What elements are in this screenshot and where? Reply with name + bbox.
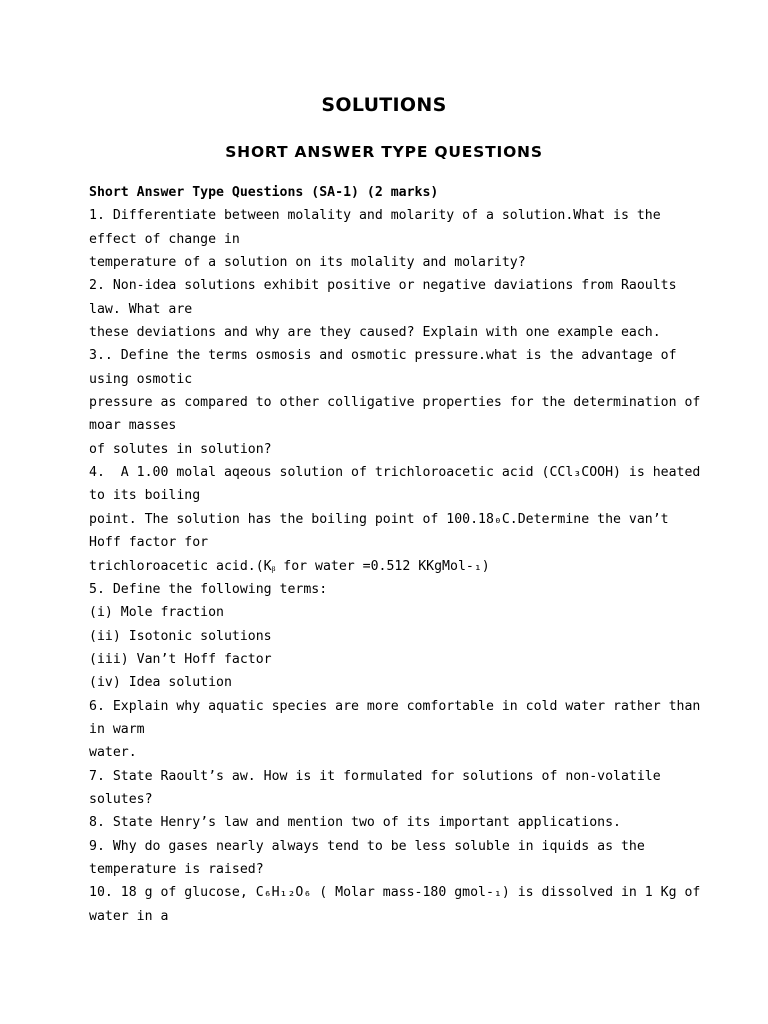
text-line: (ii) Isotonic solutions <box>89 628 272 644</box>
text-line: law. What are <box>89 301 193 317</box>
page-title: SOLUTIONS <box>321 94 447 116</box>
text-line: 3.. Define the terms osmosis and osmotic pressure.what is the advantage of <box>89 348 677 364</box>
text-line: 6. Explain why aquatic species are more comfortable in cold water rather than <box>89 698 701 714</box>
text-line: in warm <box>89 721 145 737</box>
text-line: to its boiling <box>89 488 201 504</box>
text-line: using osmotic <box>89 371 193 387</box>
text-line: 2. Non-idea solutions exhibit positive or negative daviations from Raoults <box>89 278 677 294</box>
text-line: (i) Mole fraction <box>89 605 224 621</box>
text-line: 10. 18 g of glucose, C₆H₁₂O₆ ( Molar mass-180 gmol-₁) is dissolved in 1 Kg of <box>89 885 701 901</box>
text-line: Hoff factor for <box>89 535 209 551</box>
text-line: moar masses <box>89 418 177 434</box>
document-body <box>89 181 701 928</box>
text-line: temperature of a solution on its molality and molarity? <box>89 255 526 271</box>
text-line: (iv) Idea solution <box>89 675 232 691</box>
text-line: trichloroacetic acid.(Kᵦ for water =0.512 KKgMol-₁) <box>89 558 490 574</box>
text-line: 5. Define the following terms: <box>89 581 328 597</box>
text-line: 9. Why do gases nearly always tend to be less soluble in iquids as the <box>89 838 645 854</box>
section-heading: Short Answer Type Questions (SA-1) (2 marks) <box>89 185 439 200</box>
text-line: of solutes in solution? <box>89 441 272 457</box>
text-line: pressure as compared to other colligative properties for the determination of <box>89 395 701 411</box>
text-line: effect of change in <box>89 231 240 247</box>
text-line: 1. Differentiate between molality and molarity of a solution.What is the <box>89 208 661 224</box>
text-line: 4. A 1.00 molal aqeous solution of trichloroacetic acid (CCl₃COOH) is heated <box>89 465 701 481</box>
text-line: (iii) Van’t Hoff factor <box>89 651 272 667</box>
text-line: 8. State Henry’s law and mention two of its important applications. <box>89 815 621 831</box>
text-line: these deviations and why are they caused? Explain with one example each. <box>89 325 661 341</box>
text-line: water. <box>89 745 137 761</box>
text-line: point. The solution has the boiling point of 100.18₀C.Determine the van’t <box>89 511 669 527</box>
text-line: 7. State Raoult’s aw. How is it formulated for solutions of non-volatile <box>89 768 661 784</box>
text-line: temperature is raised? <box>89 861 264 877</box>
text-line: water in a <box>89 908 169 924</box>
text-line: solutes? <box>89 791 153 807</box>
page-subtitle: SHORT ANSWER TYPE QUESTIONS <box>225 143 543 161</box>
